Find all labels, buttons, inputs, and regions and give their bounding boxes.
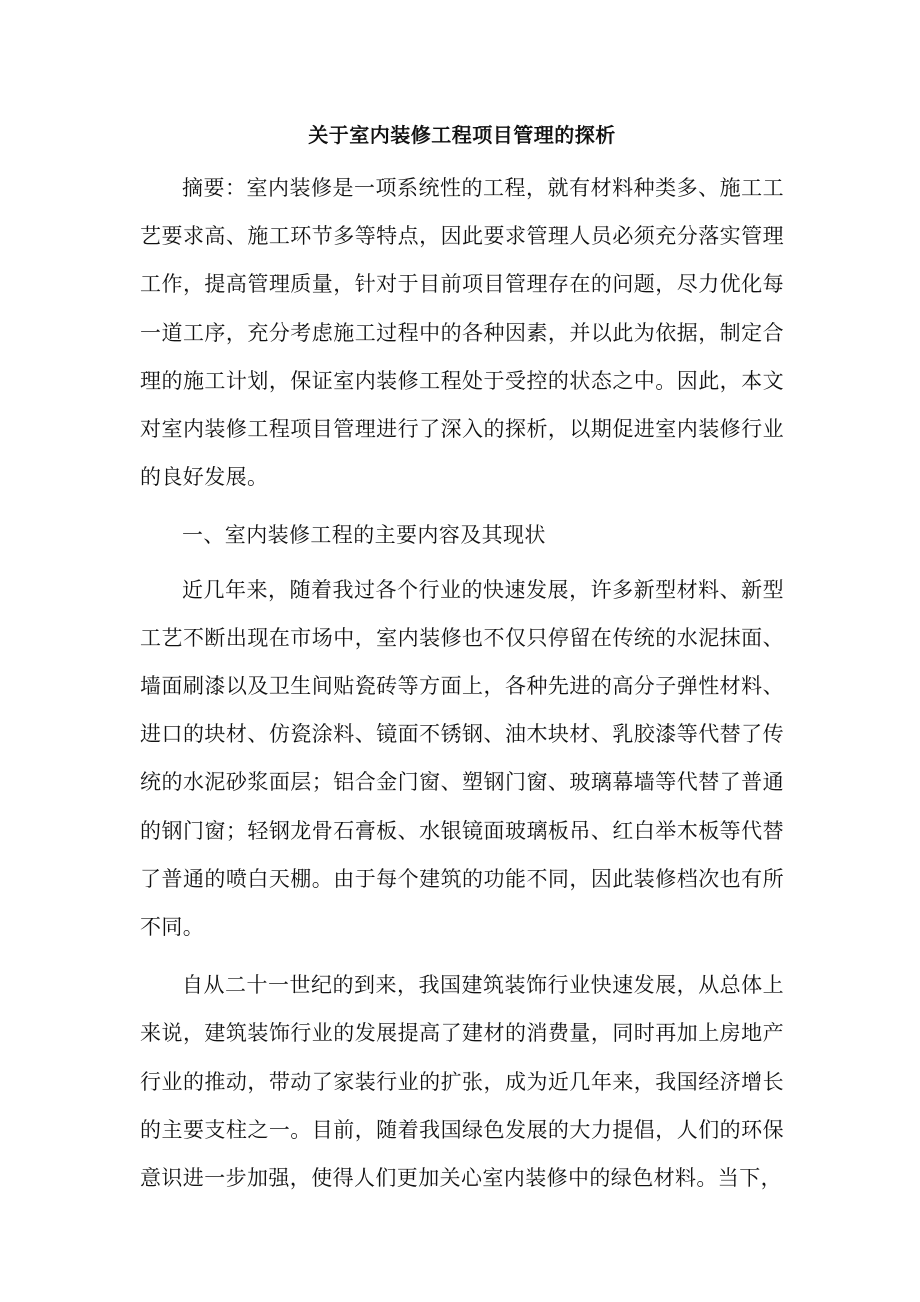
document-body bbox=[140, 114, 784, 1202]
body-paragraph-1: 近几年来，随着我过各个行业的快速发展，许多新型材料、新型工艺不断出现在市场中，室内装修也不仅只停留在传统的水泥抹面、墙面刷漆以及卫生间贴瓷砖等方面上，各种先进的高分子弹性材料、进口的块材、仿瓷涂料、镜面不锈钢、油木块材、乳胶漆等代替了传统的水泥砂浆面层；铝合金门窗、塑钢门窗、玻璃幕墙等代替了普通的钢门窗；轻钢龙骨石膏板、水银镜面玻璃板吊、红白举木板等代替了普通的喷白天棚。由于每个建筑的功能不同，因此装修档次也有所不同。 bbox=[140, 577, 784, 940]
document-title: 关于室内装修工程项目管理的探析 bbox=[308, 123, 616, 147]
body-paragraph-2: 自从二十一世纪的到来，我国建筑装饰行业快速发展，从总体上来说，建筑装饰行业的发展提高了建材的消费量，同时再加上房地产行业的推动，带动了家装行业的扩张，成为近几年来，我国经济增长的主要支柱之一。目前，随着我国绿色发展的大力提倡，人们的环保意识进一步加强，使得人们更加关心室内装修中的绿色材料。当下， bbox=[140, 973, 784, 1191]
abstract-paragraph: 摘要：室内装修是一项系统性的工程，就有材料种类多、施工工艺要求高、施工环节多等特点，因此要求管理人员必须充分落实管理工作，提高管理质量，针对于目前项目管理存在的问题，尽力优化每一道工序，充分考虑施工过程中的各种因素，并以此为依据，制定合理的施工计划，保证室内装修工程处于受控的状态之中。因此，本文对室内装修工程项目管理进行了深入的探析，以期促进室内装修行业的良好发展。 bbox=[140, 176, 784, 490]
section-heading: 一、室内装修工程的主要内容及其现状 bbox=[182, 523, 546, 548]
